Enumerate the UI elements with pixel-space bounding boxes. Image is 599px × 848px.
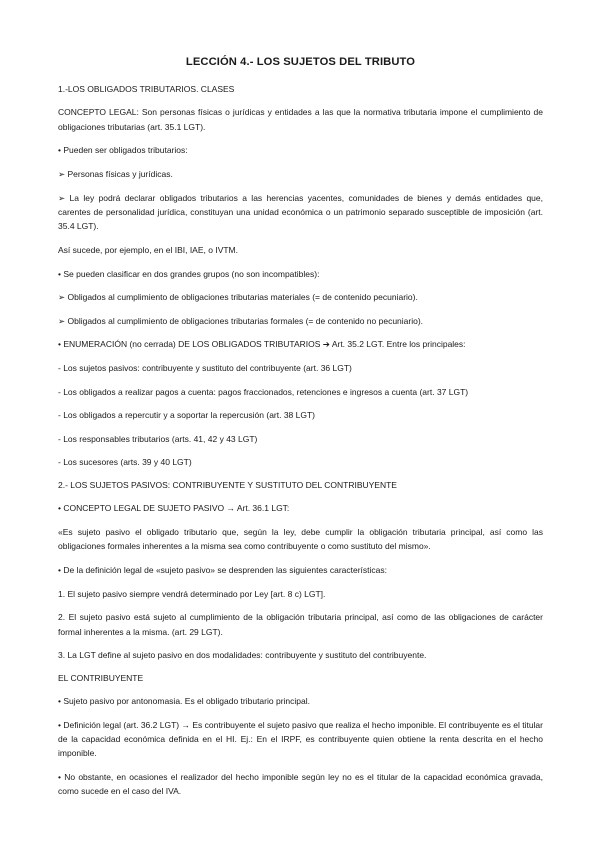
list-item-sucesores: - Los sucesores (arts. 39 y 40 LGT)	[58, 457, 192, 468]
bullet-antonomasia: • Sujeto pasivo por antonomasia. Es el obligado tributario principal.	[58, 696, 310, 707]
list-item-sujetos-pasivos: - Los sujetos pasivos: contribuyente y sustituto del contribuyente (art. 36 LGT)	[58, 362, 352, 373]
bullet-caracteristicas: • De la definición legal de «sujeto pasivo» se desprenden las siguientes características:	[58, 564, 388, 575]
bullet-clasificar: • Se pueden clasificar en dos grandes grupos (no son incompatibles):	[58, 268, 320, 279]
document-title: LECCIÓN 4.- LOS SUJETOS DEL TRIBUTO	[185, 56, 416, 68]
section-heading-contribuyente: EL CONTRIBUYENTE	[58, 672, 144, 683]
arrow-item-personas: ➢ Personas físicas y jurídicas.	[58, 168, 173, 179]
arrow-item-formales: ➢ Obligados al cumplimiento de obligaciones tributarias formales (= de contenido no pecuniario).	[58, 315, 424, 326]
list-item-pagos-cuenta: - Los obligados a realizar pagos a cuenta: pagos fraccionados, retenciones e ingresos a cuenta (art. 37 LGT)	[58, 386, 469, 397]
section-heading-obligados: 1.-LOS OBLIGADOS TRIBUTARIOS. CLASES	[58, 84, 235, 94]
paragraph-asi-sucede: Así sucede, por ejemplo, en el IBI, IAE, o IVTM.	[58, 244, 238, 255]
arrow-item-herencias: ➢ La ley podrá declarar obligados tributarios a las herencias yacentes, comunidades de bienes y demás entidades que, carentes de personalidad jurídica, constituyan una unidad económica o un patrimonio separado susceptible de imposición (art. 35.4 LGT).	[58, 192, 543, 232]
paragraph-quote-definicion: «Es sujeto pasivo el obligado tributario que, según la ley, debe cumplir la obligación tributaria principal, así como las obligaciones formales inherentes a la misma sea como contribuyente o como sustituto del mismo».	[58, 526, 543, 552]
list-item-responsables: - Los responsables tributarios (arts. 41, 42 y 43 LGT)	[58, 433, 258, 444]
bullet-concepto-sujeto-pasivo: • CONCEPTO LEGAL DE SUJETO PASIVO → Art. 36.1 LGT:	[58, 503, 290, 514]
section-heading-sujetos-pasivos: 2.- LOS SUJETOS PASIVOS: CONTRIBUYENTE Y SUSTITUTO DEL CONTRIBUYENTE	[58, 479, 397, 490]
arrow-item-materiales: ➢ Obligados al cumplimiento de obligaciones tributarias materiales (= de contenido pecuniario).	[58, 292, 418, 303]
numbered-item-3: 3. La LGT define al sujeto pasivo en dos modalidades: contribuyente y sustituto del contribuyente.	[58, 650, 427, 661]
bullet-enumeracion: • ENUMERACIÓN (no cerrada) DE LOS OBLIGADOS TRIBUTARIOS ➔ Art. 35.2 LGT. Entre los principales:	[58, 339, 466, 350]
numbered-item-1: 1. El sujeto pasivo siempre vendrá determinado por Ley [art. 8 c) LGT].	[58, 588, 326, 599]
bullet-definicion-legal: • Definición legal (art. 36.2 LGT) → Es contribuyente el sujeto pasivo que realiza el hecho imponible. El contribuyente es el titular de la capacidad económica definida en el HI. Ej.: En el IRPF, es contribuyente quien obtiene la renta descrita en el hecho imponible.	[58, 719, 543, 759]
bullet-no-obstante: • No obstante, en ocasiones el realizador del hecho imponible según ley no es el titular de la capacidad económica gravada, como sucede en el caso del IVA.	[58, 772, 543, 797]
paragraph-concepto-legal: CONCEPTO LEGAL: Son personas físicas o jurídicas y entidades a las que la normativa tributaria impone el cumplimiento de obligaciones tributarias (art. 35.1 LGT).	[58, 107, 543, 132]
numbered-item-2: 2. El sujeto pasivo está sujeto al cumplimiento de la obligación tributaria principal, así como de las obligaciones de carácter formal inherentes a la misma. (art. 29 LGT).	[58, 612, 543, 637]
bullet-pueden-ser: • Pueden ser obligados tributarios:	[58, 145, 188, 156]
list-item-repercutir: - Los obligados a repercutir y a soportar la repercusión (art. 38 LGT)	[58, 410, 316, 421]
